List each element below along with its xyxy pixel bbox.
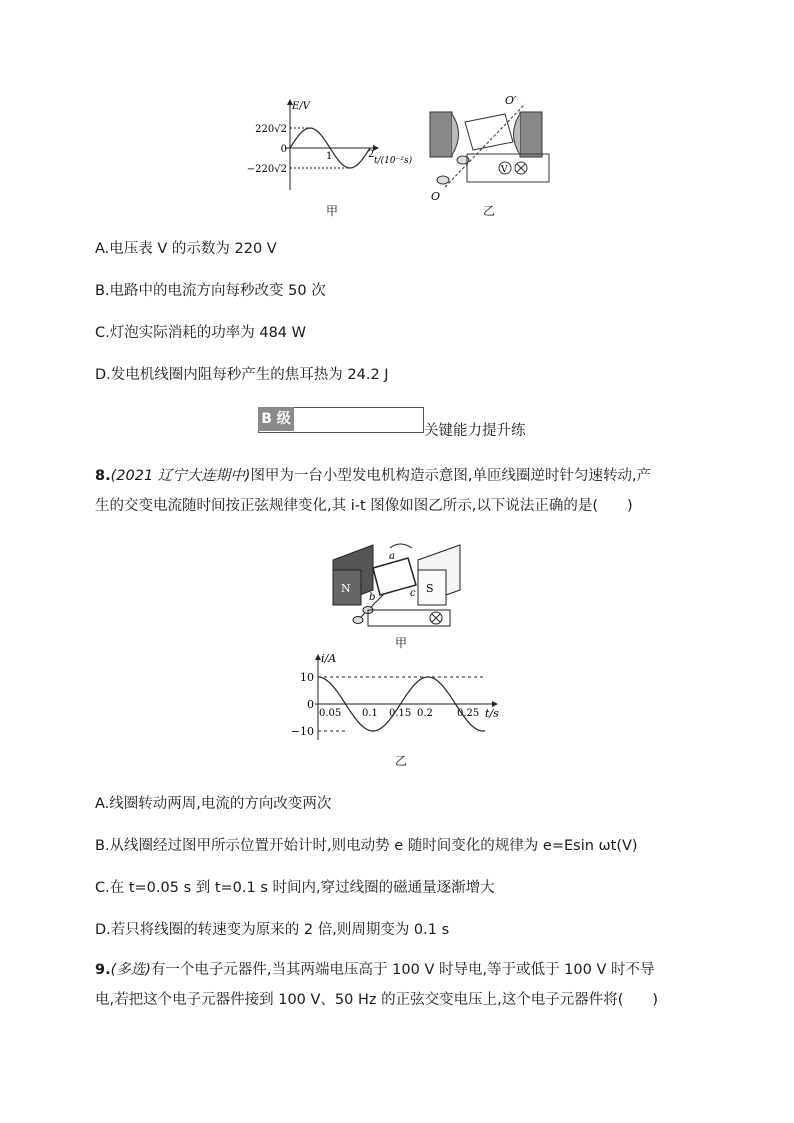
q9-stem [95, 955, 705, 1015]
q8-option-c: C.在 t=0.05 s 到 t=0.1 s 时间内,穿过线圈的磁通量逐渐增大 [95, 880, 495, 896]
q7-option-d: D.发电机线圈内阻每秒产生的焦耳热为 24.2 J [95, 367, 389, 383]
figure-generator-2 [328, 540, 478, 632]
q8-text-2: 生的交变电流随时间按正弦规律变化,其 i-t 图像如图乙所示,以下说法正确的是( ) [95, 498, 633, 514]
q8-option-a: A.线圈转动两周,电流的方向改变两次 [95, 796, 332, 812]
label-b: b [369, 592, 376, 603]
tick-015: 0.15 [389, 708, 412, 719]
y-axis-label-2: i/A [321, 652, 337, 665]
label-o-bottom: O [431, 190, 441, 203]
coil [465, 114, 513, 150]
label-c: c [410, 588, 416, 599]
figure-current-graph [285, 650, 510, 745]
figure-emf-graph [240, 95, 413, 215]
magnet-left [430, 112, 452, 157]
tick-pos: 220√2 [255, 124, 287, 135]
tick-neg10: −10 [290, 725, 314, 738]
q8-stem [95, 461, 705, 521]
tick-zero: 0 [280, 144, 287, 155]
label-o-top: O′ [505, 94, 517, 107]
label-a: a [389, 551, 395, 562]
fig1-caption-right: 乙 [483, 204, 496, 218]
slip-ring-2 [437, 176, 449, 184]
figure-generator-1 [425, 92, 555, 202]
q7-option-b: B.电路中的电流方向每秒改变 50 次 [95, 283, 326, 299]
rotation-arrow [390, 544, 412, 548]
section-title: 关键能力提升练 [424, 423, 526, 439]
q8-text-1: 图甲为一台小型发电机构造示意图,单匝线圈逆时针匀速转动,产 [250, 468, 652, 484]
voltmeter-label: V [501, 165, 508, 175]
fig2-caption: 甲 [395, 636, 408, 650]
tick-neg: −220√2 [246, 164, 287, 175]
label-s: S [426, 582, 434, 595]
q9-number: 9. [95, 962, 111, 978]
q8-number: 8. [95, 468, 111, 484]
tick-02: 0.2 [417, 708, 433, 719]
x-axis-label: t/(10⁻²s) [374, 156, 413, 166]
magnet-left-pole [452, 114, 459, 155]
q8-option-d: D.若只将线圈的转速变为原来的 2 倍,则周期变为 0.1 s [95, 922, 450, 938]
q9-tag: (多选) [110, 962, 151, 978]
tick-2: 2 [368, 149, 375, 160]
fig3-caption: 乙 [395, 754, 408, 768]
tick-1: 1 [326, 151, 333, 162]
slip-ring-b [353, 617, 363, 624]
q9-text-2: 电,若把这个电子元器件接到 100 V、50 Hz 的正弦交变电压上,这个电子元器件将( ) [95, 992, 659, 1008]
magnet-right-pole [514, 114, 521, 155]
q7-option-c: C.灯泡实际消耗的功率为 484 W [95, 325, 306, 341]
q8-option-b: B.从线圈经过图甲所示位置开始计时,则电动势 e 随时间变化的规律为 e=Esin ωt(V) [95, 838, 638, 854]
section-badge: B 级 [258, 407, 294, 431]
q9-text-1: 有一个电子元器件,当其两端电压高于 100 V 时导电,等于或低于 100 V 时不导 [150, 962, 655, 978]
tick-0: 0 [307, 698, 314, 711]
label-n: N [341, 582, 351, 595]
q8-source: (2021 辽宁大连期中) [110, 468, 251, 484]
q7-option-a: A.电压表 V 的示数为 220 V [95, 241, 277, 257]
tick-025: 0.25 [457, 708, 480, 719]
tick-005: 0.05 [319, 708, 342, 719]
tick-01: 0.1 [362, 708, 378, 719]
magnet-right [520, 112, 542, 157]
tick-10: 10 [300, 671, 314, 684]
fig1-caption-left: 甲 [326, 204, 339, 218]
x-axis-label-2: t/s [485, 707, 499, 720]
y-axis-label: E/V [292, 101, 310, 112]
